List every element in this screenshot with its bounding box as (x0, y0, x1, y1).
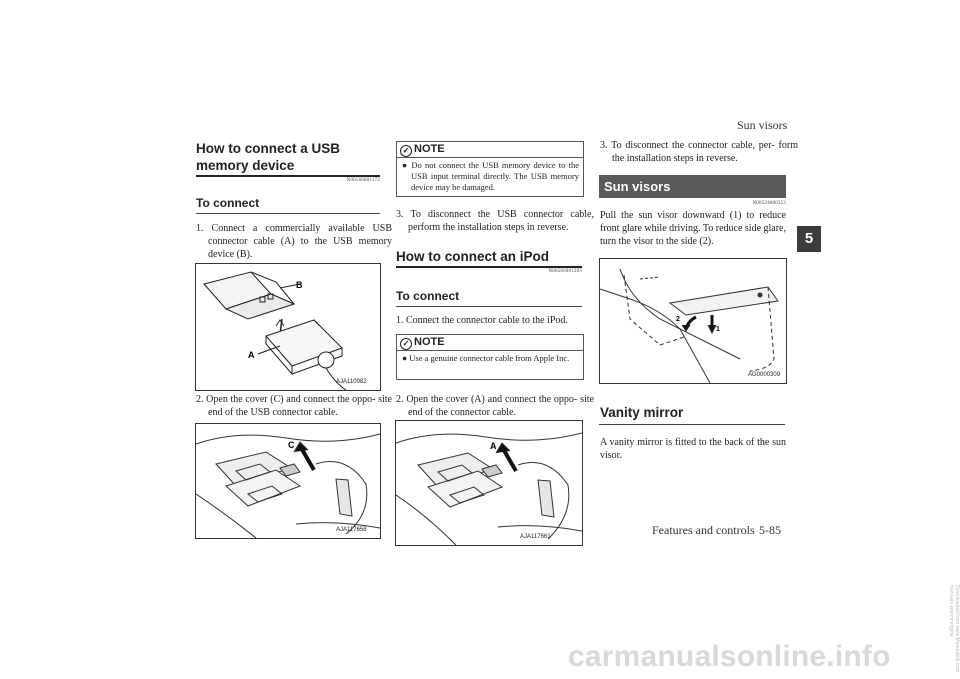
step-1: 1. Connect the connector cable to the iPod. (396, 315, 568, 326)
step-1: 1. Connect a commercially available USB connector cable (A) to the USB memory device (B). (196, 223, 392, 260)
note-box-ipod (396, 334, 584, 380)
step-3: 3. To disconnect the connector cable, per- form the installation steps in reverse. (600, 140, 798, 164)
label-a: A (490, 441, 497, 451)
label-2: 2 (676, 316, 680, 323)
figure-code: AJA117658 (336, 527, 367, 533)
section-code: N00566901203 (548, 269, 582, 274)
sun-visor-illustration (599, 258, 787, 384)
usb-section-heading: How to connect a USB memory device (196, 141, 341, 173)
step-2: 2. Open the cover (A) and connect the oppo- site end of the connector cable. (396, 394, 594, 418)
sun-visor-drawing (600, 259, 786, 383)
footer-section-name: Features and controls (652, 523, 755, 537)
section-code: N00524600353 (752, 201, 786, 206)
console-drawing (396, 421, 582, 545)
vanity-mirror-paragraph: A vanity mirror is fitted to the back of the sun visor. (600, 437, 786, 461)
label-b: B (296, 280, 303, 290)
subheading-rule (396, 306, 582, 307)
chapter-tab: 5 (797, 226, 821, 252)
label-c: C (288, 440, 295, 450)
to-connect-subheading: To connect (396, 289, 460, 303)
running-header: Sun visors (737, 118, 788, 132)
to-connect-subheading: To connect (196, 196, 260, 210)
subheading-rule (196, 213, 380, 214)
note-title: ✓ NOTE (397, 142, 583, 158)
heading-rule (196, 175, 380, 177)
sun-visors-band: Sun visors (599, 175, 786, 198)
section-code: N00566801172 (346, 178, 380, 183)
console-drawing (196, 424, 380, 538)
usb-cable-illustration (195, 263, 381, 391)
note-box-usb (396, 141, 584, 197)
ipod-cover-illustration (395, 420, 583, 546)
ipod-section-heading: How to connect an iPod (396, 249, 550, 264)
usb-cable-drawing (196, 264, 380, 390)
console-cover-illustration (195, 423, 381, 539)
note-icon: ✓ (400, 145, 412, 157)
label-1: 1 (716, 326, 720, 333)
note-icon: ✓ (400, 338, 412, 350)
note-text: ● Do not connect the USB memory device to the USB input terminal directly. The USB memory device may be damaged. (402, 160, 579, 192)
vanity-mirror-heading: Vanity mirror (600, 405, 684, 420)
heading-rule (396, 266, 582, 268)
label-a: A (248, 350, 255, 360)
note-title: ✓ NOTE (397, 335, 583, 351)
download-sidenote: Downloaded from www.Manualslib.com manuals search engine (948, 585, 960, 673)
page-number: 5-85 (759, 523, 781, 537)
sun-visor-paragraph: Pull the sun visor downward (1) to reduce front glare while driving. To reduce side glare, turn the visor to the side (2). (600, 210, 786, 247)
figure-code: AJA110082 (336, 379, 367, 385)
step-2: 2. Open the cover (C) and connect the oppo- site end of the USB connector cable. (196, 394, 392, 418)
figure-code: AG0000309 (748, 372, 781, 378)
note-text: ● Use a genuine connector cable from Apple Inc. (402, 353, 570, 363)
heading-rule (599, 424, 785, 425)
step-3: 3. To disconnect the USB connector cable, perform the installation steps in reverse. (396, 209, 594, 233)
figure-code: AJA117661 (520, 534, 551, 540)
watermark: carmanualsonline.info (568, 640, 891, 673)
